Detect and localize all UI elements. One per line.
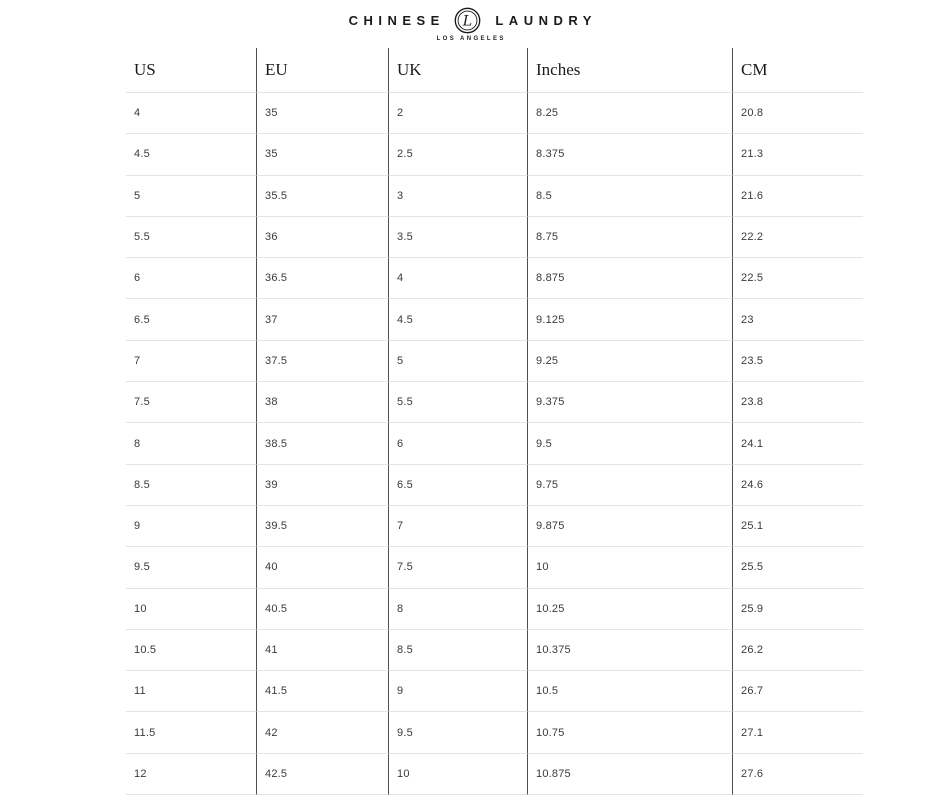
- size-cell: 9.875: [527, 506, 732, 547]
- size-cell: 9.25: [527, 341, 732, 382]
- size-cell: 22.2: [732, 217, 863, 258]
- size-cell: 7: [126, 341, 256, 382]
- size-cell: 11.5: [126, 712, 256, 753]
- size-cell: 5: [126, 176, 256, 217]
- size-cell: 6.5: [388, 465, 527, 506]
- size-cell: 23.5: [732, 341, 863, 382]
- size-cell: 37: [256, 299, 388, 340]
- size-cell: 27.6: [732, 754, 863, 795]
- brand-logo: [0, 7, 940, 42]
- brand-monogram-icon: [454, 7, 481, 34]
- brand-monogram-letter: L: [462, 13, 473, 30]
- size-cell: 9.375: [527, 382, 732, 423]
- size-cell: 7.5: [388, 547, 527, 588]
- size-cell: 23: [732, 299, 863, 340]
- brand-word-laundry: LAUNDRY: [495, 13, 597, 28]
- size-cell: 8.75: [527, 217, 732, 258]
- size-cell: 23.8: [732, 382, 863, 423]
- size-cell: 25.5: [732, 547, 863, 588]
- size-cell: 10.25: [527, 589, 732, 630]
- size-cell: 40: [256, 547, 388, 588]
- brand-word-chinese: CHINESE: [348, 13, 445, 28]
- size-cell: 8.875: [527, 258, 732, 299]
- size-cell: 26.2: [732, 630, 863, 671]
- size-cell: 7.5: [126, 382, 256, 423]
- size-cell: 10.875: [527, 754, 732, 795]
- size-cell: 5: [388, 341, 527, 382]
- size-cell: 8.5: [527, 176, 732, 217]
- size-cell: 10.5: [527, 671, 732, 712]
- size-cell: 10: [527, 547, 732, 588]
- size-cell: 21.3: [732, 134, 863, 175]
- size-cell: 8: [126, 423, 256, 464]
- size-cell: 38: [256, 382, 388, 423]
- size-cell: 11: [126, 671, 256, 712]
- column-header-uk: UK: [388, 48, 527, 93]
- size-cell: 7: [388, 506, 527, 547]
- column-header-us: US: [126, 48, 256, 93]
- size-cell: 10: [388, 754, 527, 795]
- size-cell: 35.5: [256, 176, 388, 217]
- size-cell: 36.5: [256, 258, 388, 299]
- size-cell: 3: [388, 176, 527, 217]
- size-cell: 27.1: [732, 712, 863, 753]
- size-cell: 24.6: [732, 465, 863, 506]
- size-cell: 35: [256, 134, 388, 175]
- size-cell: 9.75: [527, 465, 732, 506]
- size-chart-table: [126, 48, 863, 795]
- size-cell: 39: [256, 465, 388, 506]
- size-cell: 22.5: [732, 258, 863, 299]
- size-cell: 8.5: [388, 630, 527, 671]
- size-cell: 4.5: [126, 134, 256, 175]
- size-cell: 25.1: [732, 506, 863, 547]
- size-cell: 5.5: [126, 217, 256, 258]
- size-cell: 35: [256, 93, 388, 134]
- size-cell: 8.25: [527, 93, 732, 134]
- size-cell: 8.375: [527, 134, 732, 175]
- size-cell: 38.5: [256, 423, 388, 464]
- size-cell: 4: [126, 93, 256, 134]
- size-cell: 6: [388, 423, 527, 464]
- size-cell: 10.375: [527, 630, 732, 671]
- size-cell: 39.5: [256, 506, 388, 547]
- size-cell: 8.5: [126, 465, 256, 506]
- size-cell: 3.5: [388, 217, 527, 258]
- size-cell: 8: [388, 589, 527, 630]
- brand-tagline: LOS ANGELES: [436, 36, 506, 42]
- size-cell: 9: [388, 671, 527, 712]
- size-cell: 4.5: [388, 299, 527, 340]
- size-cell: 6: [126, 258, 256, 299]
- size-cell: 10.5: [126, 630, 256, 671]
- size-cell: 2.5: [388, 134, 527, 175]
- size-cell: 9.5: [388, 712, 527, 753]
- size-cell: 25.9: [732, 589, 863, 630]
- size-cell: 9: [126, 506, 256, 547]
- size-cell: 36: [256, 217, 388, 258]
- size-cell: 9.5: [527, 423, 732, 464]
- size-cell: 41: [256, 630, 388, 671]
- size-cell: 5.5: [388, 382, 527, 423]
- brand-logo-row: [343, 7, 597, 34]
- size-cell: 6.5: [126, 299, 256, 340]
- size-cell: 2: [388, 93, 527, 134]
- size-cell: 41.5: [256, 671, 388, 712]
- size-cell: 9.5: [126, 547, 256, 588]
- size-cell: 24.1: [732, 423, 863, 464]
- size-cell: 40.5: [256, 589, 388, 630]
- size-cell: 4: [388, 258, 527, 299]
- size-cell: 26.7: [732, 671, 863, 712]
- size-cell: 21.6: [732, 176, 863, 217]
- size-cell: 20.8: [732, 93, 863, 134]
- column-header-eu: EU: [256, 48, 388, 93]
- size-cell: 9.125: [527, 299, 732, 340]
- column-header-cm: CM: [732, 48, 863, 93]
- size-cell: 10.75: [527, 712, 732, 753]
- size-cell: 10: [126, 589, 256, 630]
- size-cell: 42: [256, 712, 388, 753]
- size-cell: 42.5: [256, 754, 388, 795]
- size-cell: 12: [126, 754, 256, 795]
- column-header-inches: Inches: [527, 48, 732, 93]
- size-cell: 37.5: [256, 341, 388, 382]
